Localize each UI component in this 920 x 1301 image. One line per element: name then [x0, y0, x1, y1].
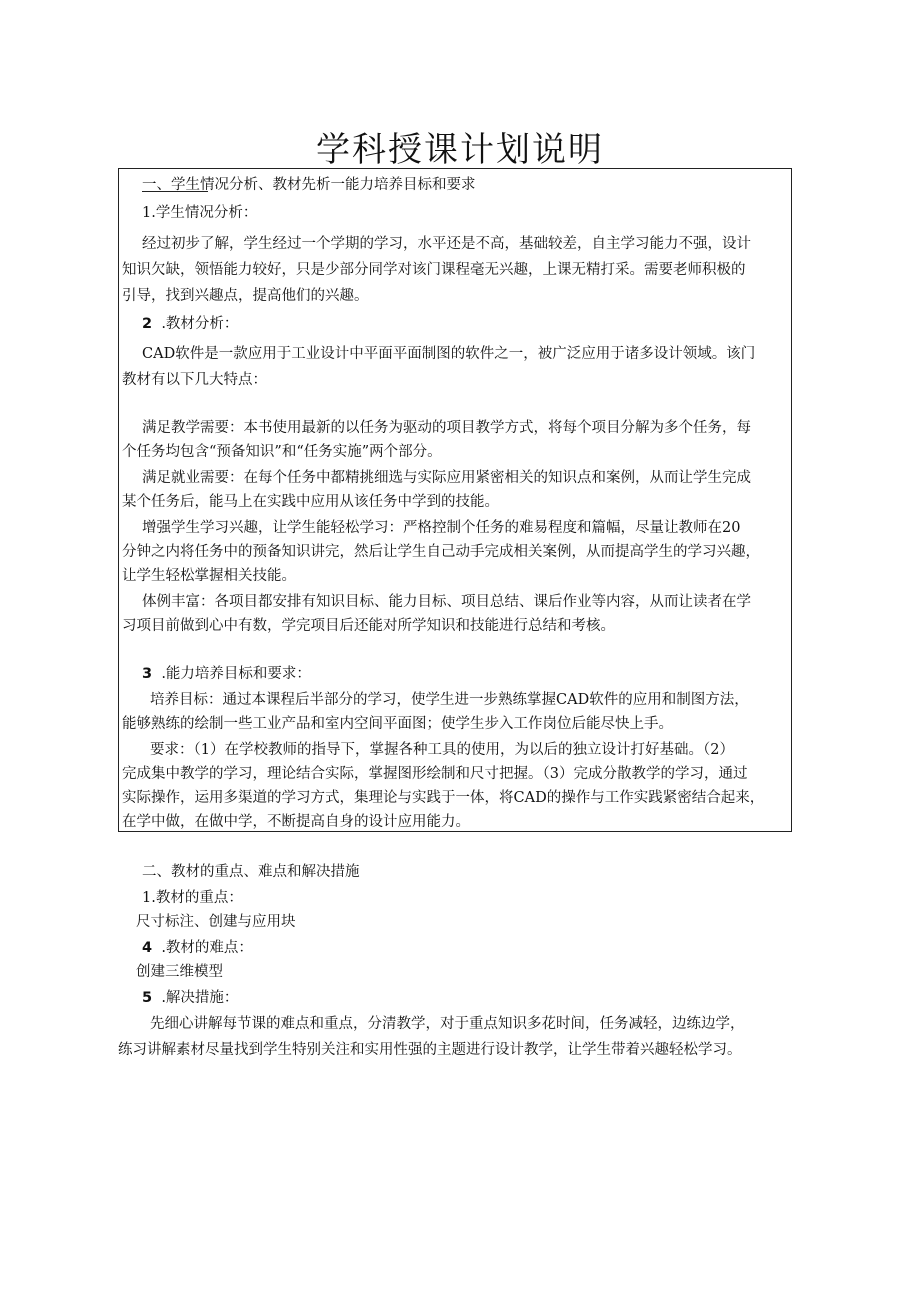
textbook-analysis-heading [142, 314, 238, 334]
goal-line-1: 培养目标：通过本课程后半部分的学习，使学生进一步熟练掌握CAD软件的应用和制图方法， [150, 692, 749, 708]
requirement-line-2: 完成集中教学的学习，理论结合实际，掌握图形绘制和尺寸把握。（3）完成分散教学的学习，通过 [122, 766, 748, 782]
difficulties-num: 4 [142, 940, 153, 956]
point-4-line-2: 习项目前做到心中有数，学完项目后还能对所学知识和技能进行总结和考核。 [122, 618, 615, 634]
solutions-heading [142, 988, 238, 1008]
section2-heading: 二、教材的重点、难点和解决措施 [142, 864, 360, 880]
solutions-num: 5 [142, 990, 153, 1006]
point-2-line-2: 某个任务后，能马上在实践中应用从该任务中学到的技能。 [122, 494, 499, 510]
section1-heading: 一、学生情况分析、教材先析一能力培养目标和要求 [142, 177, 476, 193]
solutions-label: .解决措施： [161, 990, 239, 1006]
point-1-line-2: 个任务均包含“预备知识”和“任务实施”两个部分。 [122, 444, 442, 460]
difficulties-label: .教材的难点： [161, 940, 253, 956]
point-2-line-1: 满足就业需要：在每个任务中都精挑细选与实际应用紧密相关的知识点和案例，从而让学生完成 [142, 470, 751, 486]
solutions-line-2: 练习讲解素材尽量找到学生特别关注和实用性强的主题进行设计教学，让学生带着兴趣轻松学习。 [118, 1042, 742, 1058]
textbook-analysis-num: 2 [142, 316, 153, 332]
key-points-text: 尺寸标注、创建与应用块 [136, 914, 296, 930]
textbook-analysis-label: .教材分析： [161, 316, 239, 332]
goal-line-2: 能够熟练的绘制一些工业产品和室内空间平面图；使学生步入工作岗位后能尽快上手。 [122, 716, 673, 732]
difficulties-heading [142, 938, 253, 958]
requirement-line-3: 实际操作，运用多渠道的学习方式，集理论与实践于一体，将CAD的操作与工作实践紧密结合起来， [122, 790, 765, 806]
difficulties-text: 创建三维模型 [136, 964, 223, 980]
page-title: 学科授课计划说明 [316, 130, 604, 170]
point-4-line-1: 体例丰富：各项目都安排有知识目标、能力目标、项目总结、课后作业等内容，从而让读者在学 [142, 594, 751, 610]
ability-goals-heading [142, 664, 311, 684]
ability-goals-num: 3 [142, 666, 153, 682]
textbook-intro-line-1: CAD软件是一款应用于工业设计中平面平面制图的软件之一，被广泛应用于诸多设计领域。该门 [142, 346, 756, 362]
requirement-line-1: 要求：（1）在学校教师的指导下，掌握各种工具的使用，为以后的独立设计打好基础。（2） [150, 742, 734, 758]
key-points-label: 1.教材的重点： [142, 890, 243, 906]
point-3-line-2: 分钟之内将任务中的预备知识讲完，然后让学生自己动手完成相关案例，从而提高学生的学习兴趣， [122, 544, 760, 560]
point-3-line-1: 增强学生学习兴趣，让学生能轻松学习：严格控制个任务的难易程度和篇幅，尽量让教师在20 [142, 520, 741, 536]
point-3-line-3: 让学生轻松掌握相关技能。 [122, 568, 296, 584]
requirement-line-4: 在学中做，在做中学，不断提高自身的设计应用能力。 [122, 814, 470, 830]
student-analysis-line-2: 知识欠缺，领悟能力较好，只是少部分同学对该门课程毫无兴趣，上课无精打采。需要老师积极的 [122, 262, 746, 278]
point-1-line-1: 满足教学需要：本书使用最新的以任务为驱动的项目教学方式，将每个项目分解为多个任务，每 [142, 420, 751, 436]
student-analysis-line-1: 经过初步了解，学生经过一个学期的学习，水平还是不高，基础较差，自主学习能力不强，设计 [142, 236, 751, 252]
ability-goals-label: .能力培养目标和要求： [161, 666, 311, 682]
student-analysis-line-3: 引导，找到兴趣点，提高他们的兴趣。 [122, 288, 369, 304]
textbook-intro-line-2: 教材有以下几大特点： [122, 372, 267, 388]
solutions-line-1: 先细心讲解每节课的难点和重点，分清教学，对于重点知识多花时间，任务减轻，边练边学， [150, 1016, 745, 1032]
student-analysis-label: 1.学生情况分析： [142, 205, 258, 221]
